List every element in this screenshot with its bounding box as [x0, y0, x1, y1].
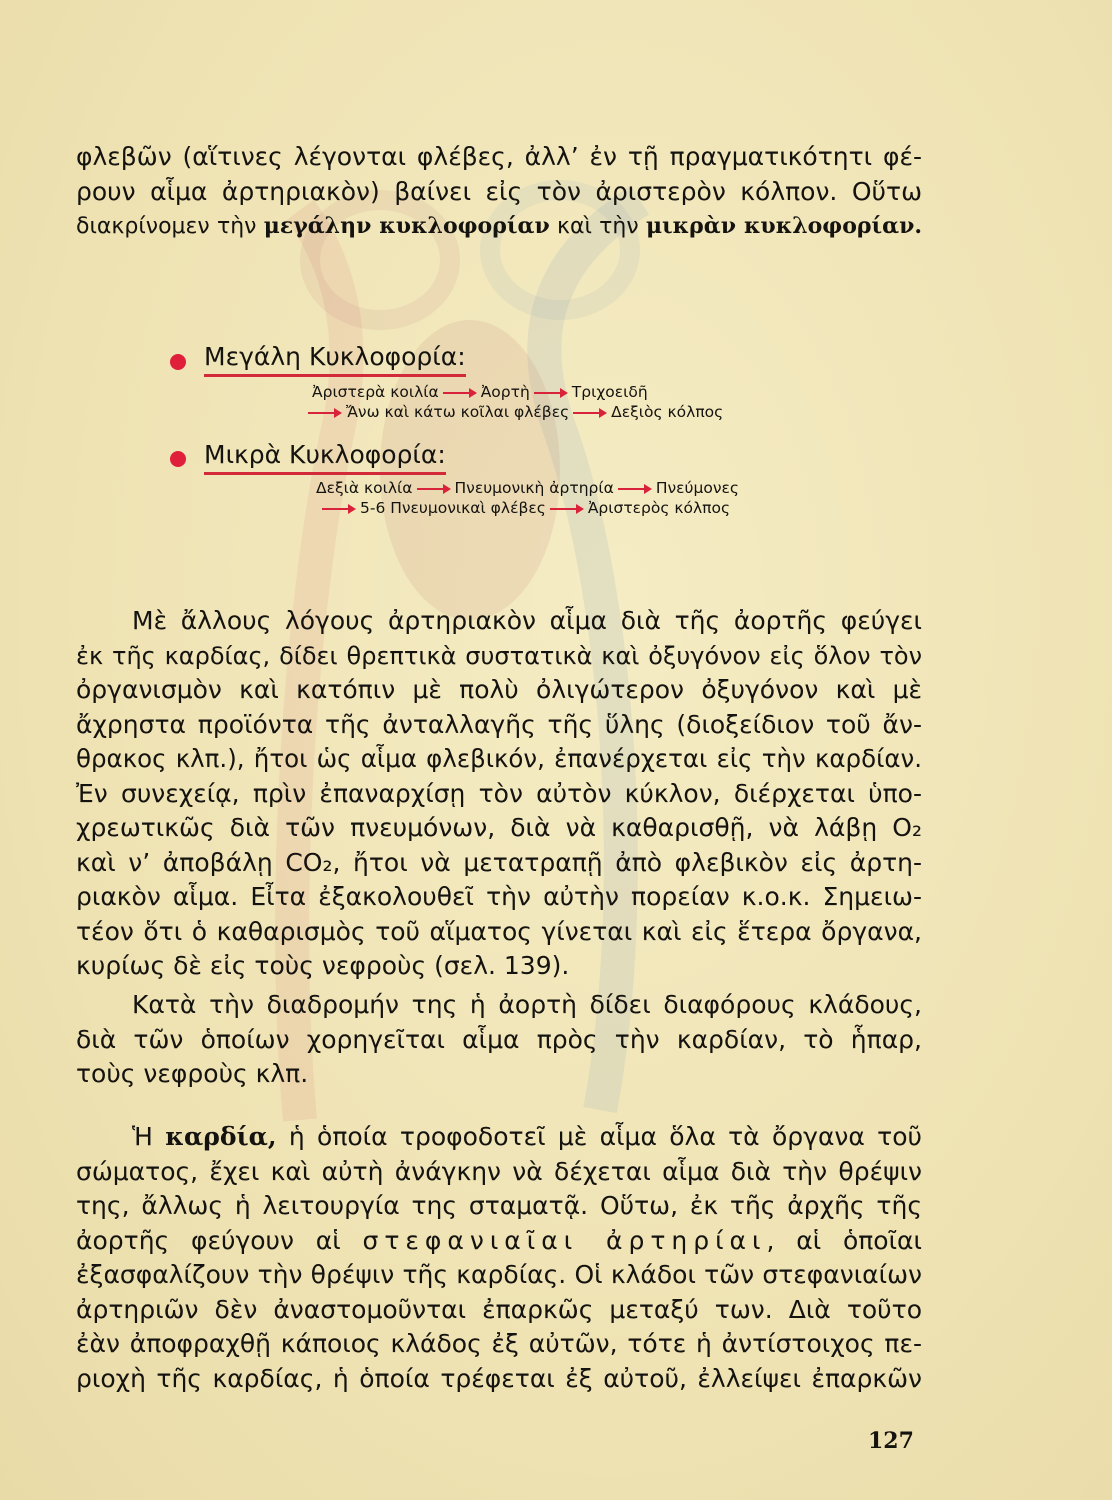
flow-node: Ἀριστερὸς κόλπος: [587, 499, 731, 517]
text-line: Ἐν συνεχείᾳ, πρὶν ἐπαναρχίσῃ τὸν αὐτὸν κύκλον, διέρχεται ὑπο-: [76, 778, 922, 808]
flow-node: Ἀορτὴ: [480, 383, 530, 401]
text-line: θρακος κλπ.), ἤτοι ὡς αἷμα φλεβικόν, ἐπανέρχεται εἰς τὴν καρδίαν.: [76, 744, 922, 773]
arrow-icon: [322, 504, 356, 514]
text-line: [76, 209, 922, 245]
page-number: 127: [868, 1428, 914, 1454]
arrow-icon: [550, 504, 584, 514]
text-line: [76, 1120, 922, 1155]
text-line: φλεβῶν (αἵτινες λέγονται φλέβες, ἀλλ’ ἐν τῇ πραγματικότητι φέ-: [76, 142, 922, 171]
text-line: τοὺς νεφροὺς κλπ.: [76, 1059, 309, 1088]
text-line: καὶ ν’ ἀποβάλῃ CO₂, ἤτοι νὰ μετατραπῇ ἀπὸ φλεβικὸν εἰς ἀρτη-: [76, 847, 922, 877]
text-line: ριοχὴ τῆς καρδίας, ἡ ὁποία τρέφεται ἐξ αὐτοῦ, ἐλλείψει ἐπαρκῶν: [76, 1363, 922, 1393]
flow-node: Πνεύμονες: [655, 479, 739, 497]
red-bullet-icon: [170, 451, 186, 467]
flow-node: Δεξιὰ κοιλία: [316, 479, 413, 497]
bold-term: μεγάλην κυκλοφορίαν: [263, 213, 550, 239]
paragraph-aorta-branches: [76, 988, 922, 1092]
big-circulation-row-1: [312, 382, 648, 402]
text-line: ἐξασφαλίζουν τὴν θρέψιν τῆς καρδίας. Οἱ κλάδοι τῶν στεφανιαίων: [76, 1260, 922, 1289]
text-line: διὰ τῶν ὁποίων χορηγεῖται αἷμα πρὸς τὴν καρδίαν, τὸ ἧπαρ,: [76, 1024, 922, 1054]
text-line: ἀρτηριῶν δὲν ἀναστομοῦνται ἐπαρκῶς μεταξύ των. Διὰ τοῦτο: [76, 1294, 922, 1324]
text-line: τέον ὅτι ὁ καθαρισμὸς τοῦ αἵματος γίνεται καὶ εἰς ἕτερα ὄργανα,: [76, 916, 922, 946]
flow-node: 5-6 Πνευμονικαὶ φλέβες: [360, 499, 546, 517]
arrow-icon: [534, 388, 568, 398]
text-line: ἄχρηστα προϊόντα τῆς ἀνταλλαγῆς τῆς ὕλης (διοξείδιον τοῦ ἄν-: [76, 709, 922, 739]
text-line: ριακὸν αἷμα. Εἶτα ἐξακολουθεῖ τὴν αὐτὴν πορείαν κ.ο.κ. Σημειω-: [76, 882, 922, 911]
text-segment: ἡ ὁποία τροφοδοτεῖ μὲ αἷμα ὅλα τὰ ὄργανα τοῦ: [276, 1122, 922, 1151]
text-line: Κατὰ τὴν διαδρομήν της ἡ ἀορτὴ δίδει διαφόρους κλάδους,: [132, 990, 922, 1019]
big-circulation-row-2: [304, 402, 723, 422]
arrow-icon: [573, 408, 607, 418]
text-line: χρεωτικῶς διὰ τῶν πνευμόνων, διὰ νὰ καθαρισθῇ, νὰ λάβῃ O₂: [76, 813, 922, 842]
flow-node: Τριχοειδῆ: [571, 383, 648, 401]
flow-node: Πνευμονικὴ ἀρτηρία: [454, 479, 614, 497]
bold-term: καρδία,: [165, 1122, 277, 1151]
text-line: ἐκ τῆς καρδίας, δίδει θρεπτικὰ συστατικὰ καὶ ὀξυγόνον εἰς ὅλον τὸν: [76, 641, 922, 670]
small-circulation-row-2: [318, 498, 730, 518]
text-segment: καὶ τὴν: [549, 214, 646, 239]
flow-node: Δεξιὸς κόλπος: [611, 403, 724, 421]
bold-term: μικρὰν κυκλοφορίαν.: [645, 213, 922, 239]
text-line: Μὲ ἄλλους λόγους ἀρτηριακὸν αἷμα διὰ τῆς ἀορτῆς φεύγει: [132, 606, 922, 635]
text-line: σώματος, ἔχει καὶ αὐτὴ ἀνάγκην νὰ δέχεται αἷμα διὰ τὴν θρέψιν: [76, 1156, 922, 1186]
text-line: ρουν αἷμα ἀρτηριακὸν) βαίνει εἰς τὸν ἀριστερὸν κόλπον. Οὕτω: [76, 176, 922, 206]
text-line: [76, 1224, 922, 1259]
text-segment: ἀορτῆς φεύγουν αἱ: [76, 1225, 363, 1255]
flow-node: Ἀριστερὰ κοιλία: [312, 383, 439, 401]
text-line: κυρίως δὲ εἰς τοὺς νεφροὺς (σελ. 139).: [76, 951, 570, 980]
text-segment: διακρίνομεν τὴν: [76, 214, 264, 239]
spaced-term: στεφανιαῖαι ἀρτηρίαι: [362, 1225, 767, 1255]
paragraph-circulation-explained: [76, 604, 922, 984]
arrow-icon: [417, 484, 451, 494]
arrow-icon: [443, 388, 477, 398]
text-line: της, ἄλλως ἡ λειτουργία της σταματᾷ. Οὕτω, ἐκ τῆς ἀρχῆς τῆς: [76, 1191, 922, 1220]
arrow-icon: [308, 408, 342, 418]
small-circulation-heading: Μικρὰ Κυκλοφορία:: [204, 440, 446, 475]
text-line: ὀργανισμὸν καὶ κατόπιν μὲ πολὺ ὀλιγώτερον ὀξυγόνον καὶ μὲ: [76, 675, 922, 704]
small-circulation-row-1: [316, 478, 739, 498]
flow-node: Ἄνω καὶ κάτω κοῖλαι φλέβες: [346, 403, 570, 421]
text-segment: , αἱ ὁποῖαι: [766, 1225, 922, 1255]
arrow-icon: [618, 484, 652, 494]
red-bullet-icon: [170, 354, 186, 370]
text-segment: Ἡ: [132, 1122, 166, 1151]
text-line: ἐὰν ἀποφραχθῇ κάποιος κλάδος ἐξ αὐτῶν, τότε ἡ ἀντίστοιχος πε-: [76, 1329, 922, 1358]
big-circulation-heading: Μεγάλη Κυκλοφορία:: [204, 342, 466, 377]
paragraph-intro: [76, 140, 922, 245]
paragraph-heart: [76, 1120, 922, 1396]
